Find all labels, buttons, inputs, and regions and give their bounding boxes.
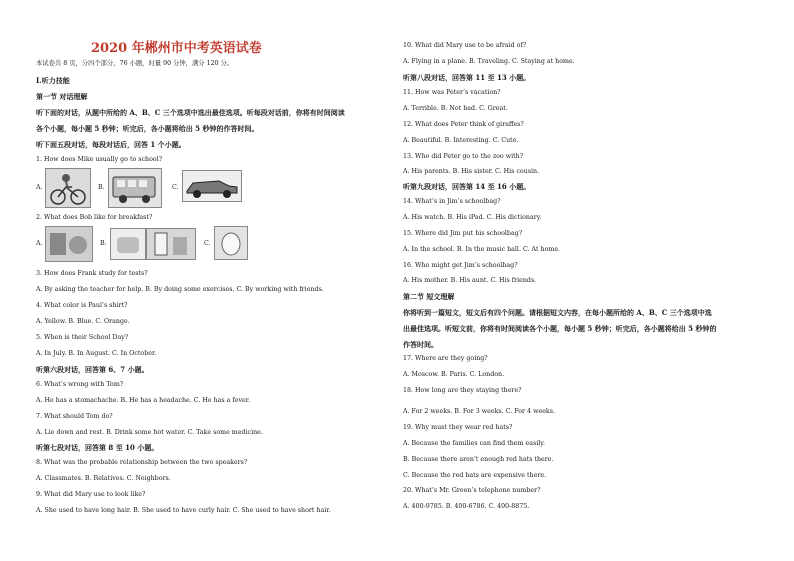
q3-text: 3. How does Frank study for tests? [36, 270, 148, 277]
section2-heading: 第二节 短文理解 [403, 292, 455, 301]
group9-instruction: 听第九段对话，回答第 14 至 16 小题。 [403, 182, 531, 191]
q16-options: A. His mother. B. His aunt. C. His friends. [403, 277, 537, 284]
bike-icon [46, 169, 90, 207]
q15-text: 15. Where did Jim put his schoolbag? [403, 230, 523, 237]
q1-option-b-bus-image [108, 168, 162, 208]
section1-instruction-1: 听下面的对话，从题中所给的 A、B、C 三个选项中选出最佳选项。听每段对话前，你将有时间阅读 [36, 108, 345, 117]
q12-options: A. Beautiful. B. Interesting. C. Cute. [403, 137, 519, 144]
section1-heading: 第一节 对话理解 [36, 92, 88, 101]
q17-text: 17. Where are they going? [403, 355, 488, 362]
section2-instruction-3: 作答时间。 [403, 340, 438, 349]
group6-instruction: 听第六段对话，回答第 6、7 小题。 [36, 365, 149, 374]
bus-icon [109, 169, 161, 207]
q5-options: A. In July. B. In August. C. In October. [36, 350, 157, 357]
q19-text: 19. Why must they wear red hats? [403, 424, 513, 431]
q8-options: A. Classmates. B. Relatives. C. Neighbors. [36, 475, 171, 482]
q11-text: 11. How was Peter’s vacation? [403, 89, 501, 96]
food-icon [46, 227, 92, 261]
exam-intro: 本试卷共 8 页，分四个部分，76 小题，时量 90 分钟，满分 120 分。 [36, 60, 234, 67]
car-icon [183, 171, 241, 201]
q6-options: A. He has a stomachache. B. He has a headache. C. He has a fever. [36, 397, 251, 404]
q2-option-c-label: C. [204, 240, 211, 247]
q13-options: A. His parents. B. His sister. C. His cousin. [403, 168, 540, 175]
q20-text: 20. What’s Mr. Green’s telephone number? [403, 487, 541, 494]
q2-option-b-food-image [110, 228, 146, 260]
section2-instruction-2: 出最佳选项。听短文前，你将有时间阅读各个小题，每小题 5 秒钟；听完后，各小题将给出 5 秒钟的 [403, 324, 717, 333]
section2-instruction-1: 你将听到一篇短文，短文后有四个问题。请根据短文内容，在每小题所给的 A、B、C 三个选项中选 [403, 308, 712, 317]
q2-option-a-label: A. [36, 240, 43, 247]
q12-text: 12. What does Peter think of giraffes? [403, 121, 524, 128]
section1-group-instruction: 听下面五段对话，每段对话后，回答 1 个小题。 [36, 140, 186, 149]
q19-option-b: B. Because there aren’t enough red hats there. [403, 456, 554, 463]
q5-text: 5. When is their School Day? [36, 334, 129, 341]
q2-text: 2. What does Bob like for breakfast? [36, 214, 153, 221]
q2-option-b-label: B. [100, 240, 107, 247]
q3-options: A. By asking the teacher for help. B. By doing some exercises. C. By working with friends. [36, 286, 324, 293]
q1-option-a-label: A. [36, 184, 43, 191]
q10-options: A. Flying in a plane. B. Traveling. C. Staying at home. [403, 58, 575, 65]
q1-text: 1. How does Mike usually go to school? [36, 156, 163, 163]
q18-text: 18. How long are they staying there? [403, 387, 522, 394]
q14-options: A. His watch. B. His iPad. C. His dictionary. [403, 214, 542, 221]
page-title: 2020 年郴州市中考英语试卷 [91, 41, 262, 56]
q14-text: 14. What’s in Jim’s schoolbag? [403, 198, 501, 205]
group7-instruction: 听第七段对话，回答第 8 至 10 小题。 [36, 443, 159, 452]
q1-option-a-bike-image [45, 168, 91, 208]
q18-options: A. For 2 weeks. B. For 3 weeks. C. For 4 weeks. [403, 408, 555, 415]
bread-icon [111, 229, 145, 259]
q19-option-a: A. Because the families can find them easily. [403, 440, 545, 447]
q9-options: A. She used to have long hair. B. She used to have curly hair. C. She used to have short hair. [36, 507, 331, 514]
q2-option-b-drink-image [146, 228, 196, 260]
q19-option-c: C. Because the red hats are expensive there. [403, 472, 547, 479]
q11-options: A. Terrible. B. Not bad. C. Great. [403, 105, 508, 112]
q2-option-c-food-image [214, 226, 248, 260]
q2-option-a-food-image [45, 226, 93, 262]
q4-text: 4. What color is Paul’s shirt? [36, 302, 128, 309]
q7-options: A. Lie down and rest. B. Drink some hot water. C. Take some medicine. [36, 429, 263, 436]
part-label: Ⅰ.听力技能 [36, 76, 70, 85]
q17-options: A. Moscow. B. Paris. C. London. [403, 371, 505, 378]
q1-option-b-label: B. [98, 184, 105, 191]
group8-instruction: 听第八段对话，回答第 11 至 13 小题。 [403, 73, 531, 82]
q8-text: 8. What was the probable relationship between the two speakers? [36, 459, 248, 466]
q15-options: A. In the school. B. In the music hall. C. At home. [403, 246, 561, 253]
milk-icon [147, 229, 195, 259]
q13-text: 13. Who did Peter go to the zoo with? [403, 153, 524, 160]
q4-options: A. Yellow. B. Blue. C. Orange. [36, 318, 130, 325]
section1-instruction-2: 各个小题，每小题 5 秒钟；听完后，各小题将给出 5 秒钟的作答时间。 [36, 124, 259, 133]
q20-options: A. 400-9785. B. 400-6786. C. 400-8875. [403, 503, 530, 510]
egg-icon [215, 227, 247, 259]
q10-text: 10. What did Mary use to be afraid of? [403, 42, 527, 49]
q16-text: 16. Who might get Jim’s schoolbag? [403, 262, 518, 269]
q1-option-c-car-image [182, 170, 242, 202]
q1-option-c-label: C. [172, 184, 179, 191]
q6-text: 6. What’s wrong with Tom? [36, 381, 124, 388]
q7-text: 7. What should Tom do? [36, 413, 113, 420]
q9-text: 9. What did Mary use to look like? [36, 491, 146, 498]
